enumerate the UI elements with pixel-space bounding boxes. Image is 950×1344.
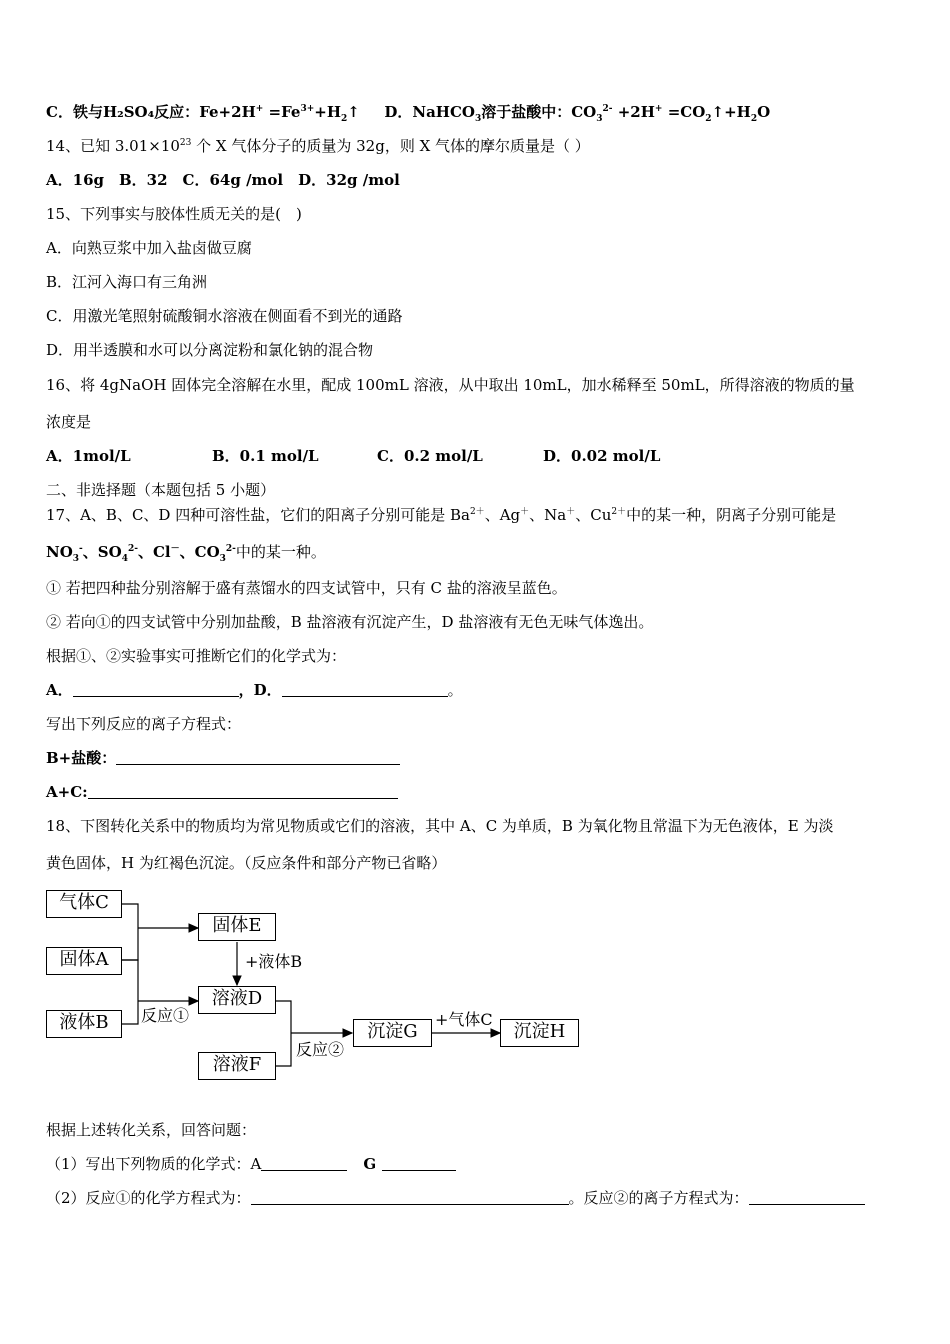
box-gas-c: 气体C bbox=[46, 890, 122, 918]
q15-option-d: D．用半透膜和水可以分离淀粉和氯化钠的混合物 bbox=[46, 341, 374, 359]
q14-stem: 14、已知 $3.01\times 10^{23}$ 个 X 气体分子的质量为 32g，则 X 气体的摩尔质量是（ ） bbox=[46, 137, 590, 155]
q13-options: C．铁与H₂SO₄反应：$Fe+2H^+ =Fe^{3+}+H_2↑$ D．NaHCO$_3$溶于盐酸中：$CO_3^{2-} +2H^+$ $=CO_2↑+H_2O$ bbox=[46, 103, 771, 124]
connector-c-a bbox=[122, 904, 138, 960]
q17-a-c-line: A+C: bbox=[46, 782, 398, 802]
q17-statement-4: 写出下列反应的离子方程式： bbox=[46, 715, 242, 733]
q16-stem-line1: 16、将 4gNaOH 固体完全溶解在水里，配成 100mL 溶液，从中取出 10mL，加水稀释至 50mL，所得溶液的物质的量 bbox=[46, 376, 855, 394]
q16-stem-line2: 浓度是 bbox=[46, 413, 92, 431]
label-reaction-2: 反应② bbox=[296, 1040, 345, 1059]
q18-prompt: 根据上述转化关系，回答问题： bbox=[46, 1121, 257, 1139]
q18-stem-line1: 18、下图转化关系中的物质均为常见物质或它们的溶液，其中 A、C 为单质，B 为氧化物且常温下为无色液体，E 为淡 bbox=[46, 817, 834, 835]
box-liquid-b: 液体B bbox=[46, 1010, 122, 1038]
q16-option-a: A．1mol/L bbox=[46, 447, 131, 465]
q15-option-a: A．向熟豆浆中加入盐卤做豆腐 bbox=[46, 239, 252, 257]
connector-a-b bbox=[122, 960, 138, 1024]
label-add-gas-c: +气体C bbox=[435, 1010, 493, 1029]
label-add-liquid-b: +液体B bbox=[245, 952, 303, 971]
q17-b-hcl-line: B+盐酸： bbox=[46, 748, 400, 768]
q17-stem-line1: 17、A、B、C、D 四种可溶性盐，它们的阳离子分别可能是 $Ba^{2+}$、Ag＋、Na＋、$Cu^{2+}$中的某一种，阴离子分别可能是 bbox=[46, 506, 837, 524]
box-precip-h: 沉淀H bbox=[500, 1019, 579, 1047]
q15-option-c: C．用激光笔照射硫酸铜水溶液在侧面看不到光的通路 bbox=[46, 307, 403, 325]
q13-h2so4: H₂SO₄ bbox=[102, 103, 155, 121]
box-solution-f: 溶液F bbox=[198, 1052, 276, 1080]
q17-statement-3: 根据①、②实验事实可推断它们的化学式为： bbox=[46, 647, 347, 665]
label-reaction-1: 反应① bbox=[141, 1006, 190, 1025]
q16-option-d: D．0.02 mol/L bbox=[543, 447, 661, 465]
answer-blank-reaction-1[interactable] bbox=[251, 1189, 569, 1205]
box-solid-e: 固体E bbox=[198, 913, 276, 941]
box-solid-a: 固体A bbox=[46, 947, 122, 975]
q13-c-label: C．铁与 bbox=[46, 103, 103, 121]
q14-options: A．16g B．32 C．64g /mol D．32g /mol bbox=[46, 171, 400, 189]
q17-statement-2: ② 若向①的四支试管中分别加盐酸，B 盐溶液有沉淀产生，D 盐溶液有无色无味气体逸出。 bbox=[46, 613, 654, 631]
answer-blank-18-g[interactable] bbox=[382, 1155, 456, 1171]
box-solution-d: 溶液D bbox=[198, 986, 276, 1014]
section-heading: 二、非选择题（本题包括 5 小题） bbox=[46, 481, 276, 499]
q16-option-c: C．0.2 mol/L bbox=[377, 447, 483, 465]
q17-answer-line: A． ，D． 。 bbox=[46, 681, 463, 699]
answer-blank-18-a[interactable] bbox=[261, 1155, 347, 1171]
q16-option-b: B．0.1 mol/L bbox=[212, 447, 319, 465]
q18-part1: （1）写出下列物质的化学式：A G bbox=[46, 1154, 456, 1174]
q17-statement-1: ① 若把四种盐分别溶解于盛有蒸馏水的四支试管中，只有 C 盐的溶液呈蓝色。 bbox=[46, 579, 567, 597]
q15-stem: 15、下列事实与胶体性质无关的是( ) bbox=[46, 205, 302, 223]
connector-d-f bbox=[276, 1001, 291, 1066]
q17-stem-line2: $NO_3^-$、$SO_4^{2-}$、Cl－、$CO_3^{2-}$中的某一种。 bbox=[46, 543, 326, 564]
q15-option-b: B．江河入海口有三角洲 bbox=[46, 273, 208, 291]
box-precip-g: 沉淀G bbox=[353, 1019, 432, 1047]
q18-stem-line2: 黄色固体，H 为红褐色沉淀。（反应条件和部分产物已省略） bbox=[46, 854, 447, 872]
answer-blank-reaction-2[interactable] bbox=[749, 1189, 865, 1205]
q13-d-label: D．NaHCO bbox=[384, 103, 475, 121]
q18-part2: （2）反应①的化学方程式为： 。反应②的离子方程式为： bbox=[46, 1188, 865, 1208]
